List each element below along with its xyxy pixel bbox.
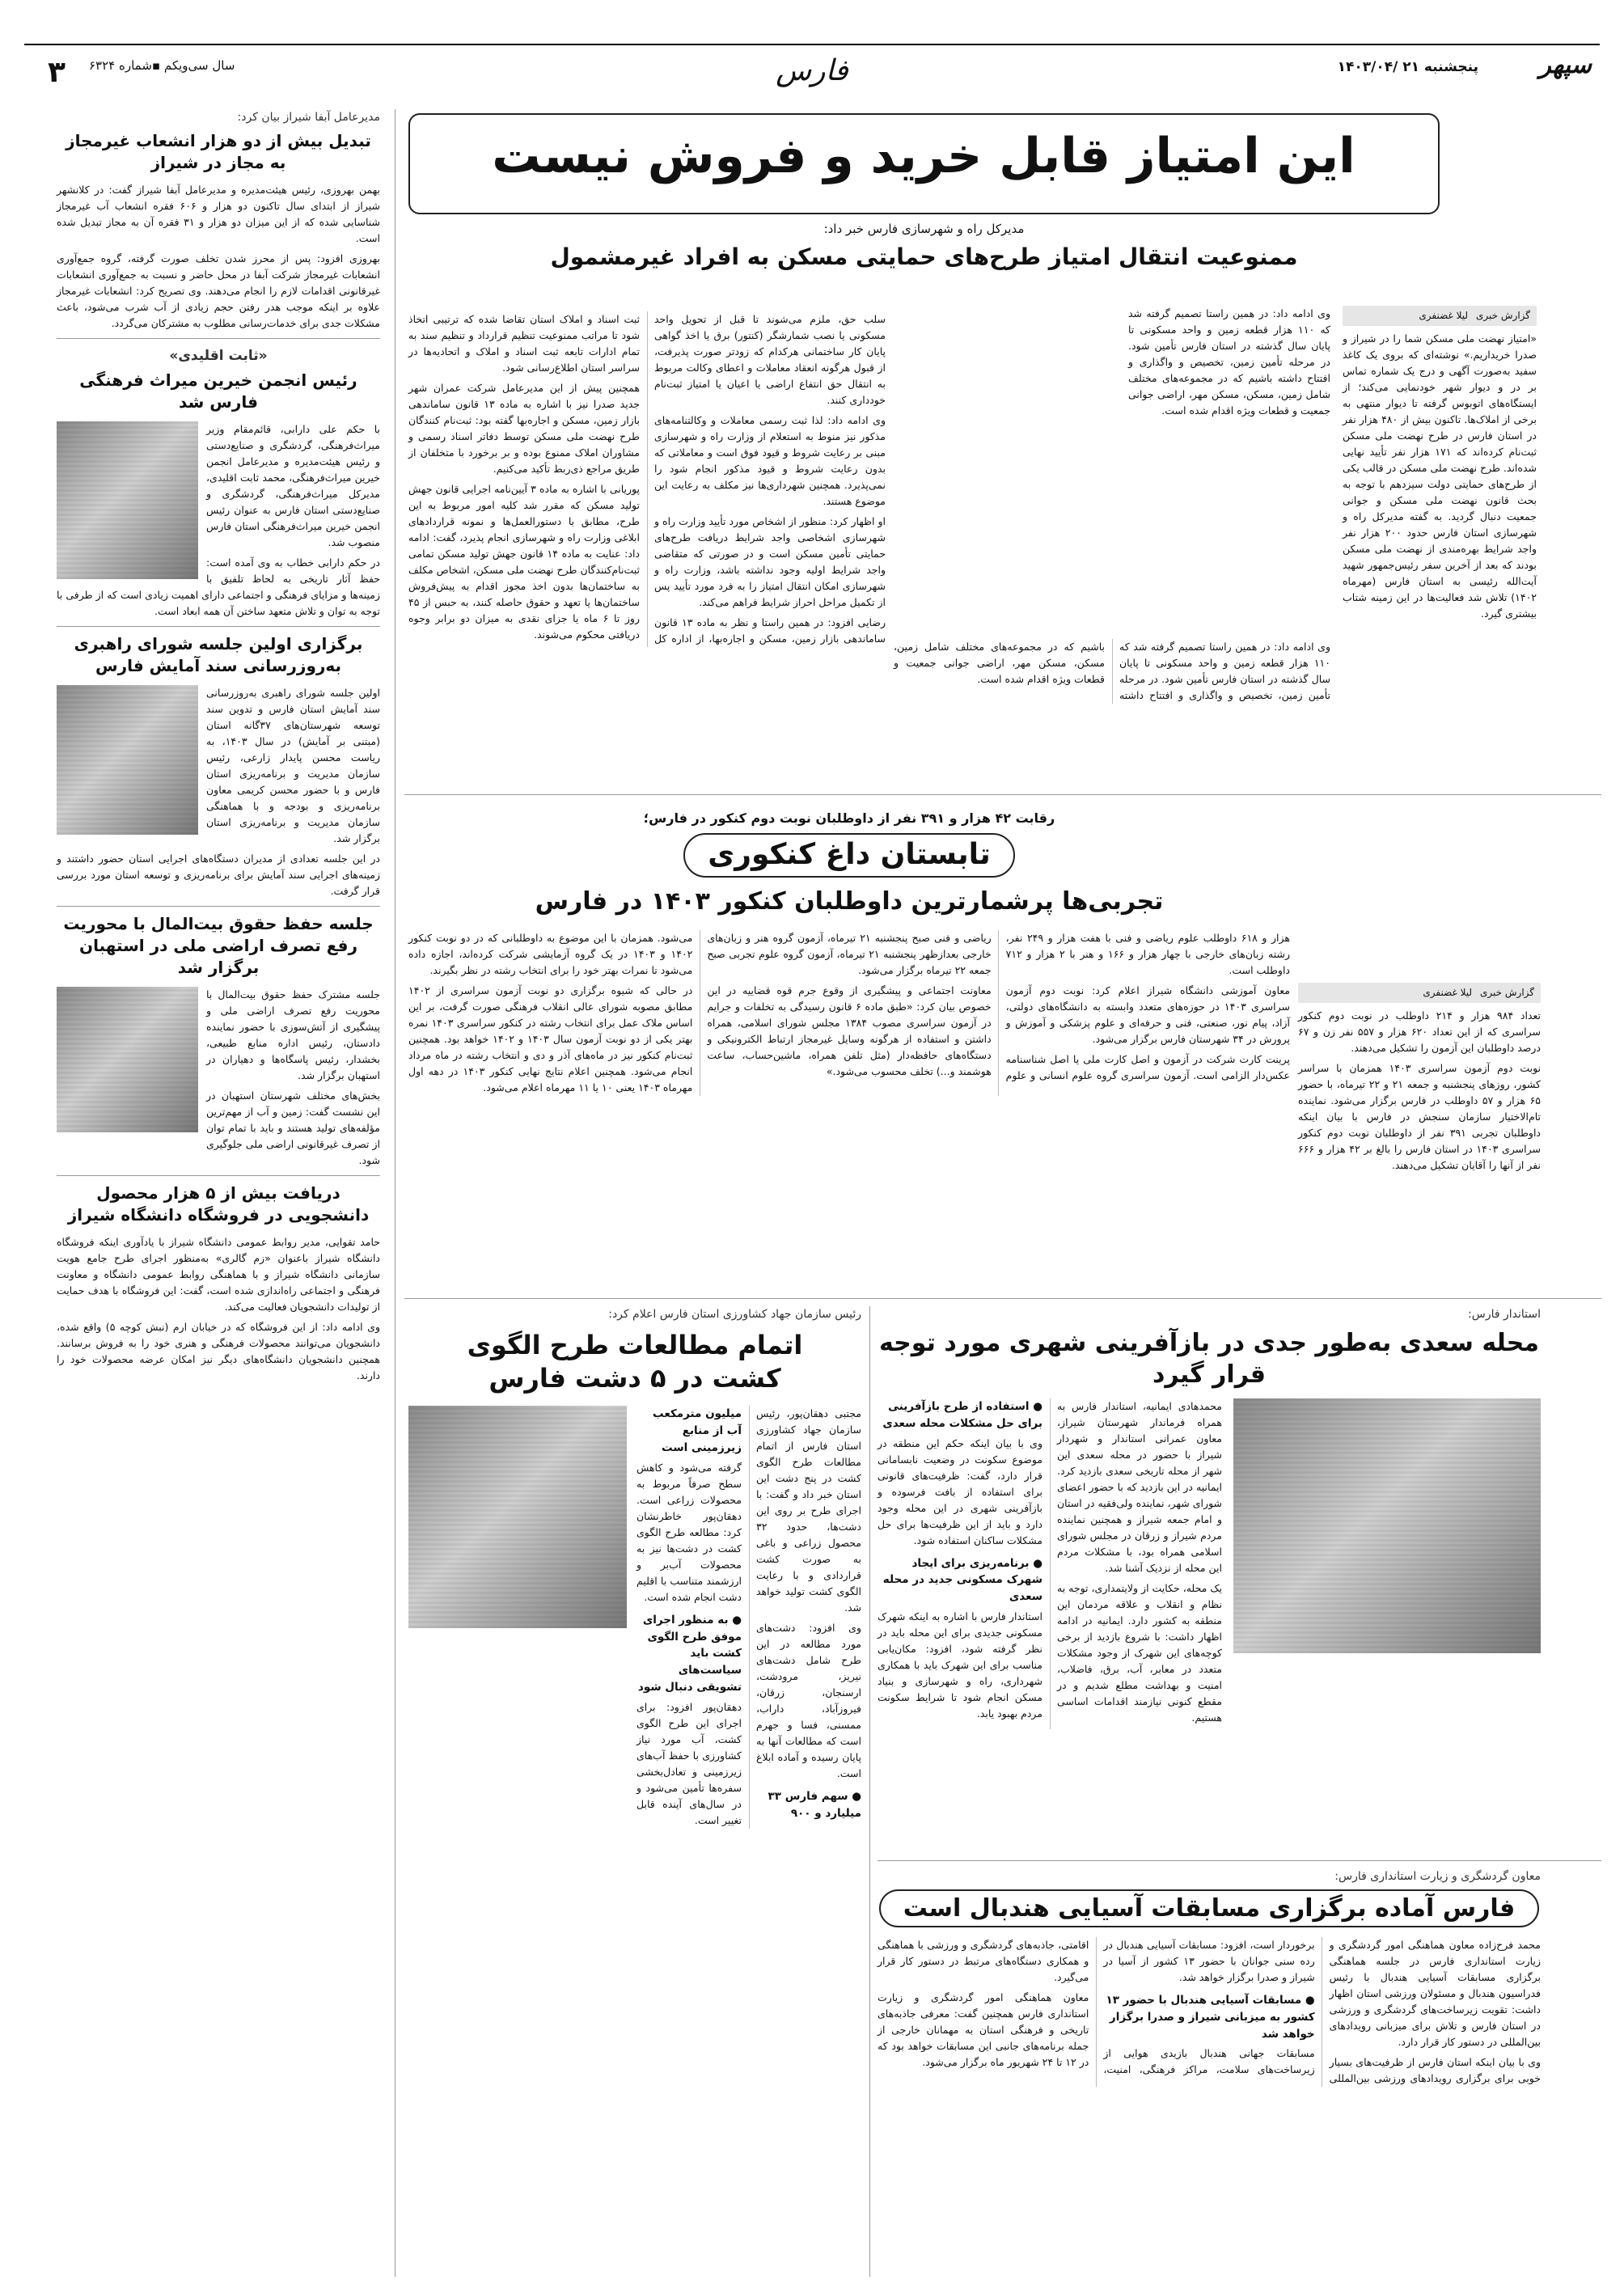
sidebar-title: جلسه حفظ حقوق بیت‌المال با محوریت رفع تصرف اراضی ملی در استهبان برگزار شد	[63, 914, 374, 978]
paragraph: «امتیاز نهضت ملی مسکن شما را در شیراز و صدرا خریداریم.» نوشته‌ای که بروی یک کاغذ سفید به‌صورت آگهی و درج یک شماره تماس بر در و دیوار شهر خودنمایی می‌کند؛ از ایستگاه‌های اتوبوس گرفته تا دیوار منتهی به برخی از املاک‌ها. تاکنون بیش از ۴۸۰ هزار نفر در استان فارس در طرح نهضت ملی مسکن ثبت‌نام کرده‌اند که ۱۷۱ هزار نفر تأیید نهایی شده‌اند. طرح نهضت ملی مسکن در قالب یکی از طرح‌های حمایتی دولت سیزدهم با توجه به بحث قانون نهضت ملی مسکن و جوانی جمعیت دنبال گردید. به گفته مدیرکل راه و شهرسازی استان فارس حدود ۲۰۰ هزار نفر واجد شرایط بهره‌مندی از نهضت ملی مسکن بودند که بعد از آخرین سفر رئیس‌جمهور شهید آیت‌الله رئیسی به استان فارس (مهرماه ۱۴۰۲) تلاش شد فعالیت‌ها در این زمینه شتاب بیشتری گیرد.	[1343, 332, 1537, 620]
paragraph: یک محله، حکایت از ولایتمداری، توجه به نظام و انقلاب و علاقه مردمان این منطقه به کشور دارد. ایمانیه در ادامه اظهار داشت: با شروع بازدید از برخی کوچه‌های این شهرک از وجود مشکلات متعدد در معابر، آب، برق، فاضلاب، امنیت و بهداشت مطلع شدیم و در مقطع کنونی نیازمند اقدامات اساسی هستیم.	[1057, 1581, 1222, 1724]
masthead	[24, 40, 1600, 97]
sidebar-story-estahban	[57, 913, 380, 1169]
paragraph: او اظهار کرد: منظور از اشخاص مورد تأیید وزارت راه و شهرسازی اشخاصی واجد شرایط دریافت طرح‌های حمایتی تأمین مسکن است و در صورتی که متقاضی واجد شرایط اولیه وجود نداشته باشد، وزارت راه و شهرسازی امکان انتقال امتیاز را به فرد مورد تأیید پس از تکمیل مراحل احراز شرایط فراهم می‌کند.	[654, 515, 886, 608]
konkur-title: تابستان داغ کنکوری	[683, 833, 1014, 878]
paragraph: رضایی افزود: در همین راستا و نظر به ماده ۱۳ قانون ساماندهی بازار زمین، مسکن و اجاره‌بها، از اداره کل ثبت اسناد و املاک استان تقاضا شده که ترتیبی اتخاذ شود تا مراتب ممنوعیت تنظیم قرارداد و تنظیم سند به تمام ادارات تابعه ثبت اسناد و املاک و اتحادیه‌ها در سراسر استان اطلاع‌رسانی شود.	[408, 313, 886, 645]
paragraph: مجتبی دهقان‌پور، رئیس سازمان جهاد کشاورزی استان فارس از اتمام مطالعات طرح الگوی کشت در پنج دشت این استان خبر داد و گفت: با اجرای طرح بر روی این دشت‌ها، حدود ۳۲ محصول زراعی و باغی به صورت کشت قراردادی و با رعایت الگوی کشت تولید خواهد شد.	[756, 1407, 861, 1614]
paragraph: پوریانی با اشاره به ماده ۳ آیین‌نامه اجرایی قانون جهش تولید مسکن که مقرر شد کلیه امور مربوط به این طرح، مطابق با دستورالعمل‌ها و نمونه قراردادهای ابلاغی وزارت راه و شهرسازی انجام پذیرد، گفت: ادامه داد: عنایت به ماده ۱۴ قانون جهش تولید مسکن تمامی ثبت‌نام‌کنندگان طرح نهضت ملی مسکن، اشخاص مکلف به ساختمان‌ها بدون اخذ مجوز اقدام به پیش‌فروش ساختمان‌ها یا تعهد و حقوق حاصله کنند، به حبس از ۴۵ روز تا ۶ ماه یا جزای نقدی به میزان دو برابر وجوه دریافتی محکوم می‌شوند.	[408, 483, 640, 641]
paragraph: وی ادامه داد: لذا ثبت رسمی معاملات و وکالتنامه‌های مذکور نیز منوط به استعلام از وزارت راه و شهرسازی مبنی بر رعایت شروط و قیود فوق است و معاملاتی که بدون رعایت شروط و قیود مذکور انجام شود را نمی‌پذیرد. همچنین شهرداری‌ها نیز مکلف به رعایت این موضوع هستند.	[654, 414, 886, 507]
saadi-photo	[1233, 1398, 1541, 1653]
issue-date: پنجشنبه ۲۱ /۱۴۰۳/۰۴	[1337, 59, 1478, 75]
paragraph: گرفته می‌شود و کاهش سطح صرفاً مربوط به محصولات زراعی است. دهقان‌پور خاطرنشان کرد: مطالعه طرح الگوی کشت در دشت‌ها نیز به محصولات آب‌بر و ارزشمند متناسب با اقلیم دشت انجام شده است.	[636, 1461, 742, 1603]
paragraph: می‌شود. همزمان با این موضوع به داوطلبانی که در دو نوبت کنکور ۱۴۰۲ و ۱۴۰۳ در یک گروه آزمایشی شرکت کرده‌اند، اجازه داده می‌شود تا نمرات بهتر خود را برای انتخاب رشته در نظر بگیرند.	[408, 932, 693, 976]
year-issue: سال سی‌ویکم ▪شماره ۶۳۲۴	[89, 58, 235, 73]
paragraph: بهمن بهروزی، رئیس هیئت‌مدیره و مدیرعامل آبفا شیراز گفت: در کلانشهر شیراز از ابتدای سال تاکنون دو هزار و ۶۰۶ فقره انشعاب آب غیرمجاز شناسایی شده که از این میزان دو هزار و ۳۱ فقره آن به مجاز تبدیل شده است.	[57, 183, 381, 244]
estahban-photo	[57, 987, 198, 1132]
paragraph: وی ادامه داد: در همین راستا تصمیم گرفته شد که ۱۱۰ هزار قطعه زمین و واحد مسکونی تا پایان سال گذشته در استان فارس تأمین شود. در مرحله تأمین زمین، تخصیص و واگذاری و افتتاح داشته باشیم که در مجموعه‌های مختلف شامل زمین، مسکن، مسکن مهر، اراضی جوانی جمعیت و قطعات ویژه اقدام شده است.	[1128, 307, 1330, 417]
page-number: ۳	[48, 56, 66, 89]
sidebar-kicker: مدیرعامل آبفا شیراز بیان کرد:	[237, 111, 380, 124]
paragraph: معاونت اجتماعی و پیشگیری از وقوع جرم قوه قضاییه در این خصوص بیان کرد: «طبق ماده ۶ قانون رسیدگی به تخلفات و جرایم در آزمون سراسری مصوب ۱۳۸۴ مجلس شورای اسلامی، همراه داشتن و استفاده از هرگونه وسایل غیرمجاز ارتباط الکترونیکی و دستگاه‌های حافظه‌دار (مثل تلفن همراه، ماشین‌حساب، ساعت هوشمند و...) تخلف محسوب می‌شود.»	[707, 984, 992, 1077]
paragraph: اولین جلسه شورای راهبری به‌روزرسانی سند آمایش استان فارس و تدوین سند توسعه شهرستان‌های ۳۷گانه استان (مبتنی بر آمایش) در سال ۱۴۰۳، به ریاست محسن پایدار زارعی، رئیس سازمان مدیریت و برنامه‌ریزی استان فارس و با حضور محسن کریمی معاون برنامه‌ریزی و بودجه و با هماهنگی سازمان مدیریت و برنامه‌ریزی استان برگزار شد.	[206, 687, 380, 845]
lead-body-below-photo	[894, 639, 1330, 785]
paragraph: وی ادامه داد: از این فروشگاه که در خیابان ارم (نبش کوچه ۵) واقع شده، دانشجویان می‌توانند محصولات فرهنگی و هنری خود را به فروش برسانند. همچنین دانشجویان دانشگاه‌های دیگر نیز امکان عرضه محصولات خود را دارند.	[57, 1321, 380, 1382]
paragraph: بهروزی افزود: پس از محرز شدن تخلف صورت گرفته، گروه جمع‌آوری انشعابات غیرمجاز شرکت آبفا در محل حاضر و نسبت به جمع‌آوری انشعابات غیرقانونی اقدامات لازم را انجام می‌دهند. وی تصریح کرد: انشعابات غیرمجاز علاوه بر اینکه موجب هدر رفتن حجم زیادی از آب شرب می‌شود، باعث مشکلات جدی برای خدمات‌رسانی مطلوب به مشترکان می‌گردد.	[57, 252, 380, 329]
lead-title: این امتیاز قابل خرید و فروش نیست	[492, 128, 1355, 184]
olgu-story	[408, 1306, 861, 2277]
saadi-kicker: استاندار فارس:	[1468, 1308, 1541, 1321]
konkur-body	[408, 930, 1290, 1290]
paragraph: همچنین پیش از این مدیرعامل شرکت عمران شهر جدید صدرا نیز با اشاره به ماده ۱۳ قانون ساماندهی بازار زمین، مسکن و اجاره‌بها گفته بود: ثبت‌نام کنندگان طرح نهضت ملی مسکن توسط دفاتر اسناد رسمی و مشاوران املاک ممنوع بوده و بر برخورد با متخلفان از طریق مراجع ذی‌ربط تأکید می‌کنیم.	[408, 382, 640, 475]
byline: گزارش خبری لیلا غضنفری	[1343, 306, 1537, 326]
sidebar-title: تبدیل بیش از دو هزار انشعاب غیرمجاز به مجاز در شیراز	[66, 130, 371, 172]
paragraph: هزار و ۶۱۸ داوطلب علوم ریاضی و فنی با هفت هزار و ۲۴۹ نفر، رشته زبان‌های خارجی با چهار هزار و ۱۶۶ و هنر با ۲ هزار و ۷۱۲ داوطلب است.	[1005, 932, 1291, 976]
paragraph: بخش‌های مختلف شهرستان استهبان در این نشست گفت: زمین و آب از مهم‌ترین مؤلفه‌های تولید هستند و باید با تمام توان از تصرف غیرقانونی اراضی ملی جلوگیری شود.	[206, 1089, 380, 1167]
sidebar-story-water	[57, 109, 380, 332]
olgu-title: اتمام مطالعات طرح الگوی کشت در ۵ دشت فارس	[467, 1329, 803, 1394]
handball-title: فارس آماده برگزاری مسابقات آسیایی هندبال است	[879, 1889, 1540, 1927]
paragraph: محمدهادی ایمانیه، استاندار فارس به همراه فرماندار شهرستان شیراز، معاون عمرانی استاندار و شهردار شیراز با حضور در محله سعدی این شهر از محله تاریخی سعدی بازدید کرد. ایمانیه در این بازدید که با حضور اعضای شورای شهر، نماینده ولی‌فقیه در استان و امام جمعه شیراز و همچنین نماینده مردم شیراز و زرقان در مجلس شورای اسلامی همراه بود، با مشکلات مردم این محله از نزدیک آشنا شد.	[1057, 1399, 1222, 1574]
province-label: فارس	[776, 54, 848, 87]
olgu-kicker: رئیس سازمان جهاد کشاورزی استان فارس اعلام کرد:	[608, 1308, 861, 1321]
paragraph: پرینت کارت شرکت در آزمون و اصل کارت ملی یا اصل شناسنامه عکس‌دار الزامی است. آزمون سراسری گروه علوم انسانی و علوم ریاضی و فنی صبح پنجشنبه ۲۱ تیرماه، آزمون گروه هنر و زبان‌های خارجی بعدازظهر پنجشنبه ۲۱ تیرماه، آزمون گروه علوم تجربی صبح جمعه ۲۲ تیرماه برگزار می‌شود.	[707, 932, 1290, 1081]
paragraph: وی افزود: دشت‌های مورد مطالعه در این طرح شامل دشت‌های نیریز، مرودشت، ارسنجان، زرقان، فیروزآباد، داراب، ممسنی، فسا و جهرم است که مطالعات آنها به پایان رسیده و آماده ابلاغ است.	[756, 1621, 861, 1779]
paragraph: نوبت دوم آزمون سراسری ۱۴۰۳ همزمان با سراسر کشور، روزهای پنجشنبه و جمعه ۲۱ و ۲۲ تیرماه، با حضور ۶۵ هزار و ۵۷ داوطلب در فارس برگزار می‌شود. نماینده تام‌الاختیار سازمان سنجش در فارس با بیان اینکه داوطلبان تجربی ۳۹۱ نفر از داوطلبان نوبت دوم کنکور سراسری ۱۴۰۳ در استان فارس را بالغ بر ۴۲ هزار و ۶۶۶ نفر از آنها را آقایان تشکیل می‌دهند.	[1298, 1061, 1542, 1171]
lead-subtitle: ممنوعیت انتقال امتیاز طرح‌های حمایتی مسکن به افراد غیرمشمول	[550, 243, 1298, 270]
konkur-body-right	[1298, 983, 1541, 1290]
paragraph: استاندار فارس با اشاره به اینکه شهرک مسکونی جدیدی برای این محله باید در نظر گرفته شود، افزود: مکان‌یابی مناسب برای این شهرک باید با همکاری شهرداری، راه و شهرسازی و بنیاد مسکن انجام شود تا شرایط سکونت مردم بهبود یابد.	[878, 1610, 1042, 1720]
paragraph: محمد فرح‌زاده معاون هماهنگی امور گردشگری و زیارت استانداری فارس در جلسه هماهنگی برگزاری مسابقات آسیایی هندبال با رئیس فدراسیون هندبال و مسئولان ورزشی استان اظهار داشت: تقویت زیرساخت‌های گردشگری و ورزشی در استان فارس و تلاش برای میزبانی رویدادهای بین‌المللی در دستور کار قرار دارد.	[1329, 1938, 1541, 2048]
paragraph: مسابقات جهانی هندبال بازیدی هوایی از زیرساخت‌های سلامت، مراکز فرهنگی، امنیت، اقامتی، جاذبه‌های گردشگری و ورزشی با هماهنگی و همکاری دستگاه‌های مرتبط در دستور کار قرار می‌گیرد.	[878, 1938, 1315, 2076]
amayesh-photo	[57, 685, 198, 835]
paragraph: در این جلسه تعدادی از مدیران دستگاه‌های اجرایی استان حضور داشتند و زمینه‌های اجرایی سند آمایش برای برنامه‌ریزی و توسعه استان مورد بررسی قرار گرفت.	[57, 852, 380, 898]
handball-story	[878, 1868, 1541, 2273]
saadi-title: محله سعدی به‌طور جدی در بازآفرینی شهری مورد توجه قرار گیرد	[878, 1328, 1539, 1389]
paragraph: در حالی که شیوه برگزاری دو نوبت آزمون سراسری از ۱۴۰۲ مطابق مصوبه شورای عالی انقلاب فرهنگی صورت گرفت، بر این اساس ملاک عمل برای انتخاب رشته در کنکور سراسری ۱۴۰۳ نمره بهتر یکی از دو نوبت آزمون سال ۱۴۰۳ و ۱۴۰۲ خواهد بود. همچنین ثبت‌نام کنکور نیز در ماه‌های آذر و دی و انتخاب رشته در ماه مرداد انجام می‌شود. همچنین اعلام نتایج نهایی کنکور ۱۴۰۳ در دهه اول مهرماه ۱۴۰۳ یعنی ۱۰ یا ۱۱ مهرماه اعلام می‌شود.	[408, 984, 693, 1094]
lead-body-right	[1343, 306, 1537, 783]
logo: سپهر	[1539, 51, 1592, 79]
lead-body-right2	[1128, 306, 1330, 459]
lead-kicker: مدیرکل راه و شهرسازی فارس خبر داد:	[823, 222, 1025, 236]
sidebar-title: برگزاری اولین جلسه شورای راهبری به‌روزرسانی سند آمایش فارس	[74, 634, 363, 676]
konkur-subtitle: تجربی‌ها پرشمارترین داوطلبان کنکور ۱۴۰۳ در فارس	[535, 887, 1164, 916]
lead-title-box	[408, 113, 1440, 214]
lead-body-middle	[408, 311, 886, 789]
sidebar-story-university	[57, 1182, 380, 1384]
sidebar-story-heritage	[57, 345, 380, 620]
olgu-photo	[408, 1406, 627, 1628]
paragraph: با حکم علی دارابی، قائم‌مقام وزیر میراث‌فرهنگی، گردشگری و صنایع‌دستی و رئیس هیئت‌مدیره و مدیرعامل انجمن خیرین میراث‌فرهنگی، محمد ثابت اقلیدی، مدیرکل میراث‌فرهنگی، گردشگری و صنایع‌دستی استان فارس به عنوان رئیس انجمن خیرین میراث‌فرهنگی استان فارس منصوب شد.	[206, 423, 380, 549]
paragraph: سلب حق، ملزم می‌شوند تا قبل از تحویل واحد مسکونی یا نصب شمارشگر (کنتور) برق یا اخذ گواهی پایان کار ساختمانی هرکدام که زودتر صورت پذیرفت، از قبول هرگونه انعقاد معاملات و اعطای وکالت مربوط به انتقال حق انتفاع اراضی یا اعیان یا امتیاز ثبت‌نام خودداری کنند.	[654, 313, 886, 406]
sidebar-kicker: «ثابت اقلیدی»	[169, 347, 268, 364]
paragraph: تعداد ۹۸۴ هزار و ۲۱۴ داوطلب در نوبت دوم کنکور سراسری که از این تعداد ۶۲۰ هزار و ۵۵۷ نفر زن و ۶۷ درصد داوطلبان این آزمون را تشکیل می‌دهند.	[1298, 1009, 1541, 1054]
byline: گزارش خبری لیلا غضنفری	[1298, 983, 1541, 1003]
saadi-subhead: ● استفاده از طرح بازآفرینی برای حل مشکلات محله سعدی	[878, 1398, 1042, 1432]
handball-subhead: ● مسابقات آسیایی هندبال با حضور ۱۳ کشور به میزبانی شیراز و صدرا برگزار خواهد شد	[1103, 1992, 1314, 2043]
paragraph: معاون آموزشی دانشگاه شیراز اعلام کرد: نوبت دوم آزمون سراسری ۱۴۰۳ در حوزه‌های متعدد وابسته به دانشگاه‌های دولتی، آزاد، پیام نور، صنعتی، فنی و حرفه‌ای و علوم پزشکی و آموزش و پرورش در ۳۴ شهرستان فارس برگزار می‌شود.	[1005, 984, 1290, 1045]
sidebar-story-amayesh	[57, 633, 380, 899]
saadi-subhead: ● برنامه‌ریزی برای ایجاد شهرک مسکونی جدید در محله سعدی	[878, 1555, 1042, 1606]
konkur-kicker: رقابت ۴۲ هزار و ۳۹۱ نفر از داوطلبان نوبت دوم کنکور در فارس؛	[643, 810, 1055, 826]
lead-photo-caption: عکس: بخشی از اسناد	[894, 570, 919, 631]
paragraph: حامد تقوایی، مدیر روابط عمومی دانشگاه شیراز با یادآوری اینکه فروشگاه دانشگاه شیراز باعنوان «زم گالری» به‌منظور اجرای طرح جامع هویت سازمانی دانشگاه شیراز و با هماهنگی روابط عمومی دانشگاه و معاونت فرهنگی و اجتماعی راه‌اندازی شده است، گفت: این فروشگاه با هدف حمایت از تولیدات دانشجویان فعالیت می‌کند.	[57, 1236, 380, 1314]
paragraph: در حکم دارابی خطاب به وی آمده است: حفظ آثار تاریخی به لحاظ تلفیق با زمینه‌ها و مزایای فرهنگی و اجتماعی دارای اهمیت زیادی است که از طرفی با توجه به توان و تلاش متعهد ساختن آن همه ابعاد است.	[57, 556, 380, 618]
paragraph: وی با بیان اینکه حکم این منطقه در موضوع سکونت در وضعیت نابسامانی قرار دارد، گفت: ظرفیت‌های قانونی برای استفاده از بافت فرسوده و بازآفرینی شهری در این محله وجود دارد و باید از این ظرفیت‌ها برای حل مشکلات ساکنان استفاده شود.	[878, 1436, 1042, 1546]
konkur-title-wrap	[408, 833, 1290, 882]
heritage-photo	[57, 421, 198, 579]
sidebar-title: دریافت بیش از ۵ هزار محصول دانشجویی در فروشگاه دانشگاه شیراز	[67, 1183, 370, 1225]
paragraph: دهقان‌پور افزود: برای اجرای این طرح الگوی کشت، آب مورد نیاز کشاورزی با حفظ آب‌های زیرزمینی و تعادل‌بخشی سفره‌ها تأمین می‌شود و در سال‌های آینده قابل تغییر است.	[636, 1701, 742, 1827]
olgu-subhead: ● سهم فارس ۳۳ میلیارد و ۹۰۰ میلیون مترمکعب آب از منابع زیرزمینی است	[636, 1406, 861, 1829]
paragraph: جلسه مشترک حفظ حقوق بیت‌المال با محوریت رفع تصرف اراضی ملی و پیشگیری از آتش‌سوزی با حضور نماینده دادستان، رئیس اداره منابع طبیعی، بخشدار، رئیس پاسگاه‌ها و دهیاران در استهبان برگزار شد.	[206, 988, 380, 1082]
paragraph: معاون هماهنگی امور گردشگری و زیارت استانداری فارس همچنین گفت: معرفی جاذبه‌های تاریخی و فرهنگی استان به مهمانان خارجی از جمله برنامه‌های جانبی این مسابقات خواهد بود که در ۱۲ تا ۲۴ شهریور ماه برگزار می‌شود.	[878, 1991, 1089, 2068]
sidebar	[57, 109, 380, 2277]
handball-kicker: معاون گردشگری و زیارت استانداری فارس:	[1334, 1870, 1541, 1883]
paragraph: وی ادامه داد: در همین راستا تصمیم گرفته شد که ۱۱۰ هزار قطعه زمین و واحد مسکونی تا پایان سال گذشته در استان فارس تأمین شود. در مرحله تأمین زمین، تخصیص و واگذاری و افتتاح داشته باشیم که در مجموعه‌های مختلف شامل زمین، مسکن، مسکن مهر، اراضی جوانی جمعیت و قطعات ویژه اقدام شده است.	[894, 641, 1330, 701]
saadi-story	[878, 1306, 1541, 1856]
sidebar-title: رئیس انجمن خیرین میراث فرهنگی فارس شد	[79, 370, 357, 412]
paragraph: وی با بیان اینکه استان فارس از ظرفیت‌های بسیار خوبی برای برگزاری رویدادهای ورزشی بین‌المللی برخوردار است، افزود: مسابقات آسیایی هندبال در رده سنی جوانان با حضور ۱۳ کشور از آسیا در شیراز و صدرا برگزار خواهد شد.	[1103, 1938, 1541, 2084]
olgu-subhead: ● به منظور اجرای موفق طرح الگوی کشت باید سیاست‌های تشویقی دنبال شود	[636, 1612, 742, 1697]
